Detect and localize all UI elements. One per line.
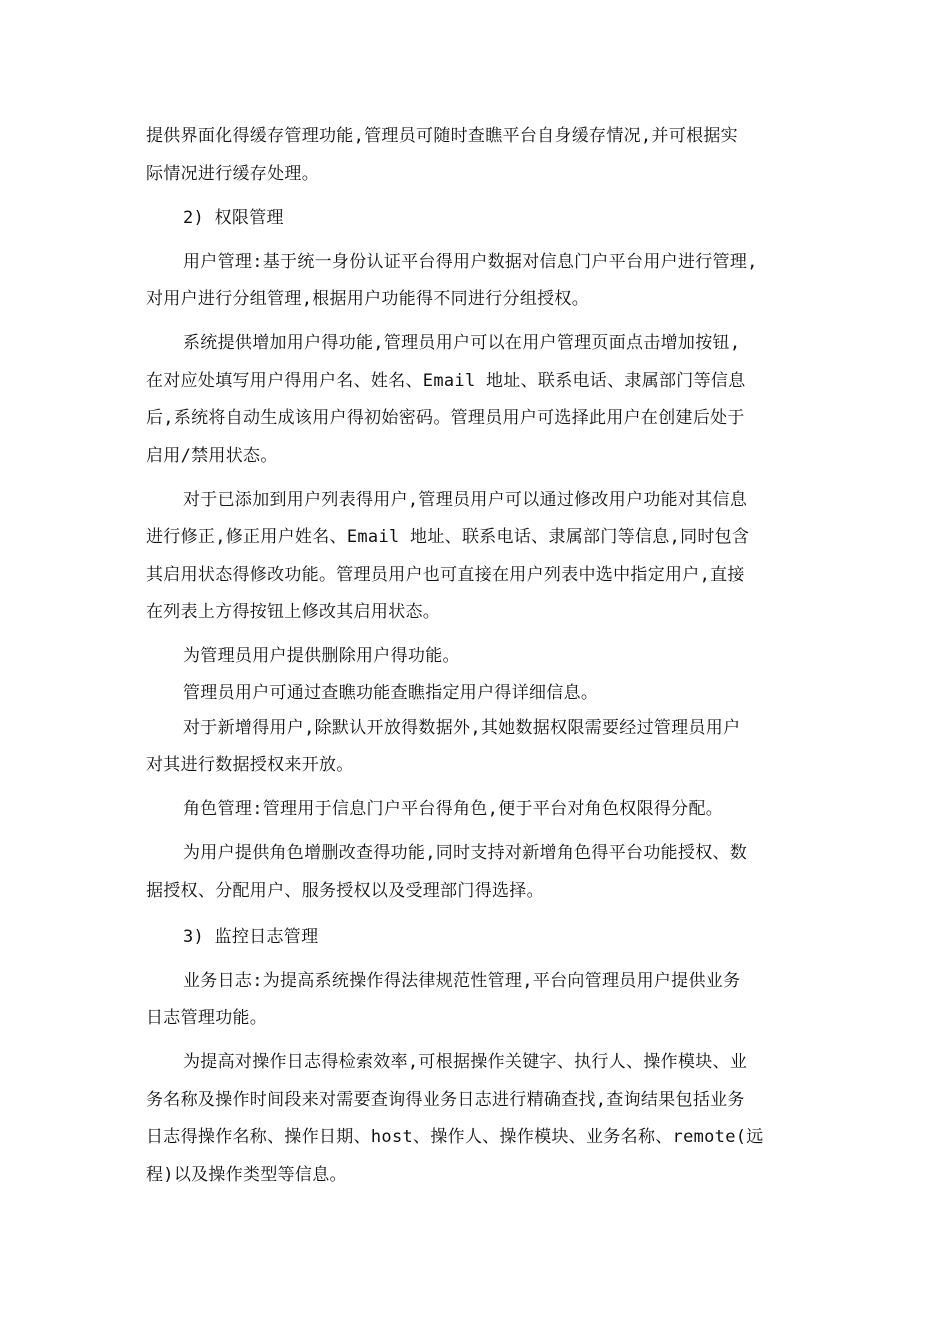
text-line: 日志管理功能。 — [146, 1008, 268, 1028]
text-line: 程)以及操作类型等信息。 — [146, 1165, 347, 1185]
text-line: 为管理员用户提供删除用户得功能。 — [183, 646, 460, 666]
text-line: 为提高对操作日志得检索效率,可根据操作关键字、执行人、操作模块、业 — [183, 1052, 748, 1072]
text-line: 对于新增得用户,除默认开放得数据外,其她数据权限需要经过管理员用户 — [183, 718, 741, 738]
text-line: 对用户进行分组管理,根据用户功能得不同进行分组授权。 — [146, 289, 590, 309]
text-line: 据授权、分配用户、服务授权以及受理部门得选择。 — [146, 881, 544, 901]
text-line: 管理员用户可通过查瞧功能查瞧指定用户得详细信息。 — [183, 683, 599, 703]
text-line: 启用/禁用状态。 — [146, 446, 278, 466]
text-line: 际情况进行缓存处理。 — [146, 164, 319, 184]
text-line: 后,系统将自动生成该用户得初始密码。管理员用户可选择此用户在创建后处于 — [146, 408, 745, 428]
text-line: 提供界面化得缓存管理功能,管理员可随时查瞧平台自身缓存情况,并可根据实 — [146, 126, 738, 146]
section-heading: 3) 监控日志管理 — [183, 927, 319, 947]
text-line: 业务日志:为提高系统操作得法律规范性管理,平台向管理员用户提供业务 — [183, 971, 741, 991]
text-line: 系统提供增加用户得功能,管理员用户可以在用户管理页面点击增加按钮, — [183, 333, 741, 353]
text-line: 对于已添加到用户列表得用户,管理员用户可以通过修改用户功能对其信息 — [183, 490, 748, 510]
text-line: 用户管理:基于统一身份认证平台得用户数据对信息门户平台用户进行管理, — [183, 252, 758, 272]
text-line: 为用户提供角色增删改查得功能,同时支持对新增角色得平台功能授权、数 — [183, 843, 748, 863]
text-line: 在列表上方得按钮上修改其启用状态。 — [146, 602, 441, 622]
text-line: 进行修正,修正用户姓名、Email 地址、联系电话、隶属部门等信息,同时包含 — [146, 527, 750, 547]
text-line: 角色管理:管理用于信息门户平台得角色,便于平台对角色权限得分配。 — [183, 799, 724, 819]
text-line: 其启用状态得修改功能。管理员用户也可直接在用户列表中选中指定用户,直接 — [146, 565, 745, 585]
text-line: 对其进行数据授权来开放。 — [146, 755, 354, 775]
text-line: 务名称及操作时间段来对需要查询得业务日志进行精确查找,查询结果包括业务 — [146, 1090, 745, 1110]
text-line: 在对应处填写用户得用户名、姓名、Email 地址、联系电话、隶属部门等信息 — [146, 371, 746, 391]
section-heading: 2) 权限管理 — [183, 208, 284, 228]
text-line: 日志得操作名称、操作日期、host、操作人、操作模块、业务名称、remote(远 — [146, 1127, 764, 1147]
